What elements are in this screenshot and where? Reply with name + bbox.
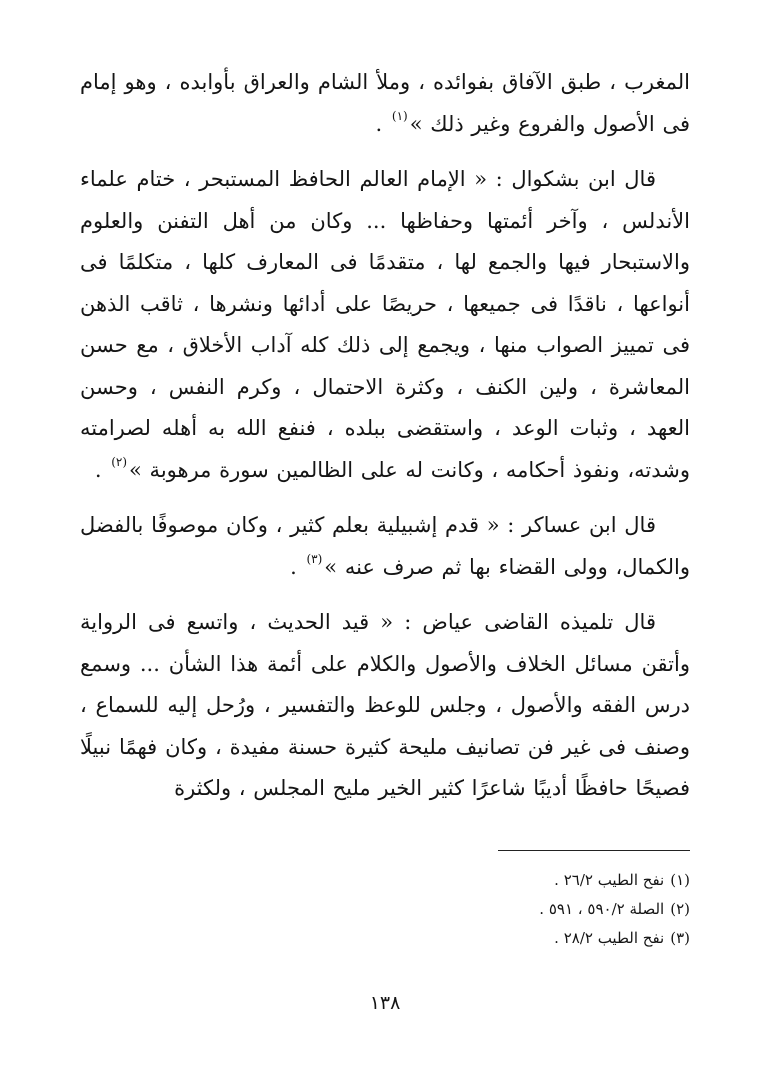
paragraph-3-text: قال ابن عساكر : « قدم إشبيلية بعلم كثير ، وكان موصوفًا بالفضل والكمال، وولى القضاء بها ثم صرف عنه » bbox=[80, 513, 690, 579]
footnote-1 bbox=[80, 866, 690, 895]
footnote-ref-3[interactable]: (٣) bbox=[306, 551, 323, 566]
footnote-3-text: نفح الطيب ٢٨/٢ . bbox=[554, 929, 665, 947]
footnote-2-number: (٢) bbox=[670, 900, 690, 918]
paragraph-2 bbox=[80, 159, 690, 491]
paragraph-gap bbox=[80, 491, 690, 505]
paragraph-3 bbox=[80, 505, 690, 588]
footnote-1-number: (١) bbox=[670, 871, 690, 889]
footnote-2 bbox=[80, 895, 690, 924]
paragraph-1-text: المغرب ، طبق الآفاق بفوائده ، وملأ الشام والعراق بأوابده ، وهو إمام فى الأصول والفروع وغير ذلك » bbox=[80, 70, 690, 136]
paragraph-3-tail: . bbox=[290, 554, 305, 579]
paragraph-gap bbox=[80, 588, 690, 602]
footnote-divider bbox=[498, 850, 690, 851]
footnote-ref-1[interactable]: (١) bbox=[391, 108, 408, 123]
footnote-ref-2[interactable]: (٢) bbox=[111, 454, 128, 469]
footnotes bbox=[80, 866, 690, 953]
paragraph-4-text: قال تلميذه القاضى عياض : « قيد الحديث ، واتسع فى الرواية وأتقن مسائل الخلاف والأصول والكلام على أئمة هذا الشأن ... وسمع درس الفقه والأصول ، وجلس للوعظ والتفسير ، ورُحل إليه للسماع ، وصنف فى غير فن تصانيف مليحة كثيرة حسنة مفيدة ، وكان فهمًا نبيلًا فصيحًا حافظًا أديبًا شاعرًا كثير الخير مليح المجلس ، ولكثرة bbox=[80, 610, 690, 800]
footnote-1-text: نفح الطيب ٢٦/٢ . bbox=[554, 871, 665, 889]
paragraph-1-tail: . bbox=[375, 111, 390, 136]
footnote-2-text: الصلة ٥٩٠/٢ ، ٥٩١ . bbox=[539, 900, 665, 918]
footnote-3-number: (٣) bbox=[670, 929, 690, 947]
paragraph-1 bbox=[80, 62, 690, 145]
paragraph-gap bbox=[80, 145, 690, 159]
paragraph-4 bbox=[80, 602, 690, 810]
footnote-3 bbox=[80, 924, 690, 953]
paragraph-2-text: قال ابن بشكوال : « الإمام العالم الحافظ المستبحر ، ختام علماء الأندلس ، وآخر أئمتها وحفاظها ... وكان من أهل التفنن والعلوم والاستبحار فيها والجمع لها ، متقدمًا فى المعارف كلها ، متكلمًا فى أنواعها ، ناقدًا فى جميعها ، حريصًا على أدائها ونشرها ، ثاقب الذهن فى تمييز الصواب منها ، ويجمع إلى ذلك كله آداب الأخلاق ، مع حسن المعاشرة ، ولين الكنف ، وكثرة الاحتمال ، وكرم النفس ، وحسن العهد ، وثبات الوعد ، واستقضى ببلده ، فنفع الله به أهله لصرامته وشدته، ونفوذ أحكامه ، وكانت له على الظالمين سورة مرهوبة » bbox=[80, 167, 690, 482]
paragraph-2-tail: . bbox=[94, 457, 110, 482]
book-page bbox=[80, 62, 690, 1042]
page-number: ١٣٨ bbox=[369, 992, 401, 1014]
